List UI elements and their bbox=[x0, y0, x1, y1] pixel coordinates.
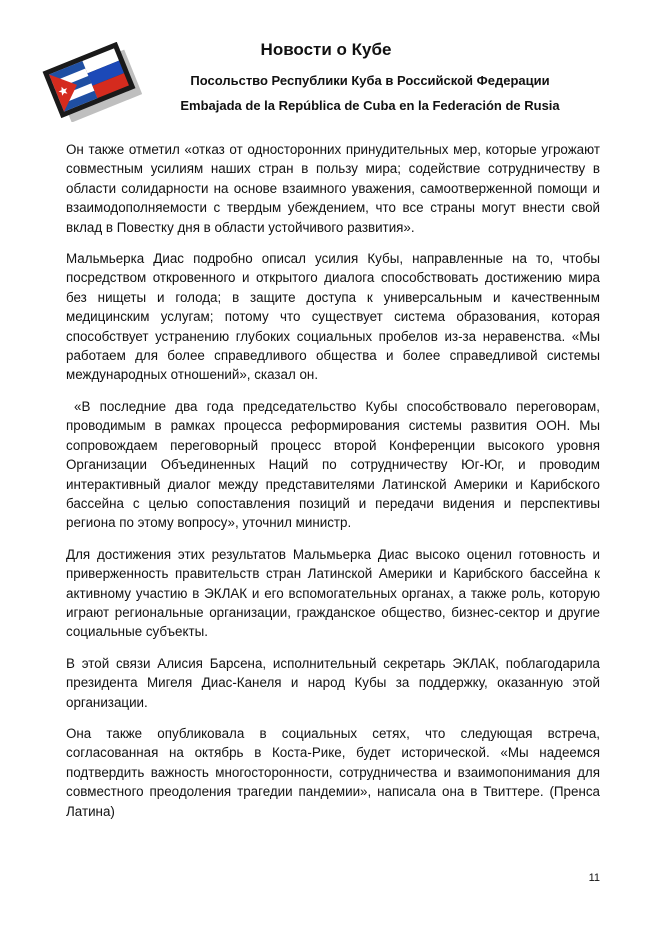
paragraph-6: Она также опубликовала в социальных сетях, что следующая встреча, согласованная на октябрь в Коста-Рике, будет исторической. «Мы надеемся подтвердить важность многосторонности, сотрудничества и взаимопонимания для совместного преодоления трагедии пандемии», написала она в Твиттере. (Пренса Латина) bbox=[66, 725, 600, 819]
paragraph-1: Он также отметил «отказ от односторонних принудительных мер, которые угрожают совместным усилиям наших стран в пользу мира; содействие сотрудничеству в области солидарности на основе взаимного уважения, самоотверженной помощи и взаимодополняемости с твердым убеждением, что все страны могут внести свой вклад в Повестку дня в области устойчивого развития». bbox=[66, 142, 600, 235]
article-body bbox=[66, 140, 600, 833]
embassy-subtitle-es: Embajada de la República de Cuba en la Federación de Rusia bbox=[180, 98, 560, 113]
page-number: 11 bbox=[588, 872, 600, 884]
paragraph-2: Мальмьерка Диас подробно описал усилия Кубы, направленные на то, чтобы посредством откровенного и открытого диалога способствовать достижению мира без нищеты и голода; в защите доступа к универсальным и качественным медицинским услугам; потому что существует система образования, которая способствует устранению глубоких социальных пробелов из-за неравенства. «Мы работаем для более справедливого общества и более справедливой системы международных отношений», сказал он. bbox=[66, 251, 600, 383]
paragraph-5: В этой связи Алисия Барсена, исполнительный секретарь ЭКЛАК, поблагодарила президента Мигеля Диас-Канеля и народ Кубы за поддержку, оказанную этой организации. bbox=[66, 655, 600, 710]
page-title: Новости о Кубе bbox=[260, 40, 392, 59]
paragraph-4: Для достижения этих результатов Мальмьерка Диас высоко оценил готовность и приверженность правительств стран Латинской Америки и Карибского бассейна к активному участию в ЭКЛАК и его вспомогательных органах, а также роль, которую играют региональные организации, гражданское общество, бизнес-сектор и другие социальные субъекты. bbox=[66, 546, 600, 640]
paragraph-3: «В последние два года председательство Кубы способствовало переговорам, проводимым в рамках процесса реформирования системы развития ООН. Мы сопровождаем переговорный процесс второй Конференции высокого уровня Организации Объединенных Наций по сотрудничеству Юг-Юг, и проводим интерактивный диалог между представителями Латинской Америки и Карибского бассейна с целью сопоставления позиций и передачи видения и перспективы региона по этому вопросу», уточнил министр. bbox=[66, 398, 600, 531]
embassy-subtitle-ru: Посольство Республики Куба в Российской Федерации bbox=[190, 73, 550, 88]
